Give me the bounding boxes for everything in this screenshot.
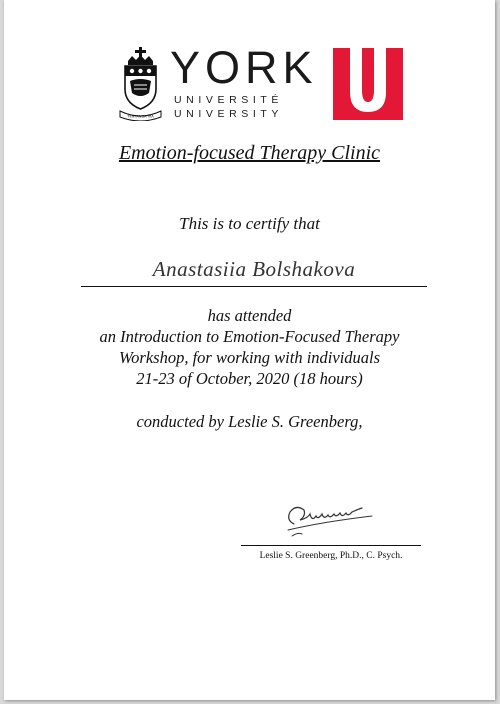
- crest-motto: TENTANDA VIA: [127, 114, 154, 119]
- conducted-by-text: conducted by Leslie S. Greenberg,: [136, 412, 363, 431]
- crest-icon: [118, 47, 163, 121]
- attendance-line: has attended: [207, 306, 292, 325]
- signer-caption: Leslie S. Greenberg, Ph.D., C. Psych.: [259, 551, 403, 561]
- certify-text: This is to certify that: [179, 214, 320, 233]
- attendance-statement: [4, 305, 495, 389]
- attendance-line: 21-23 of October, 2020 (18 hours): [136, 369, 363, 388]
- york-wordmark: YORK: [170, 42, 318, 93]
- attendance-line: an Introduction to Emotion-Focused Therapy: [99, 327, 400, 346]
- handwritten-signature: [282, 496, 377, 540]
- university-line: UNIVERSITY: [174, 108, 284, 120]
- recipient-name: Anastasiia Bolshakova: [81, 257, 427, 287]
- attendance-line: Workshop, for working with individuals: [118, 348, 381, 367]
- signature-line: [241, 545, 421, 546]
- certificate-page: [4, 0, 495, 700]
- u-letter-icon: [333, 48, 403, 120]
- u-logo-block: [333, 48, 403, 120]
- york-university-logo: [118, 44, 408, 124]
- universite-line: UNIVERSITÉ: [174, 94, 284, 106]
- clinic-title: Emotion-focused Therapy Clinic: [118, 142, 381, 164]
